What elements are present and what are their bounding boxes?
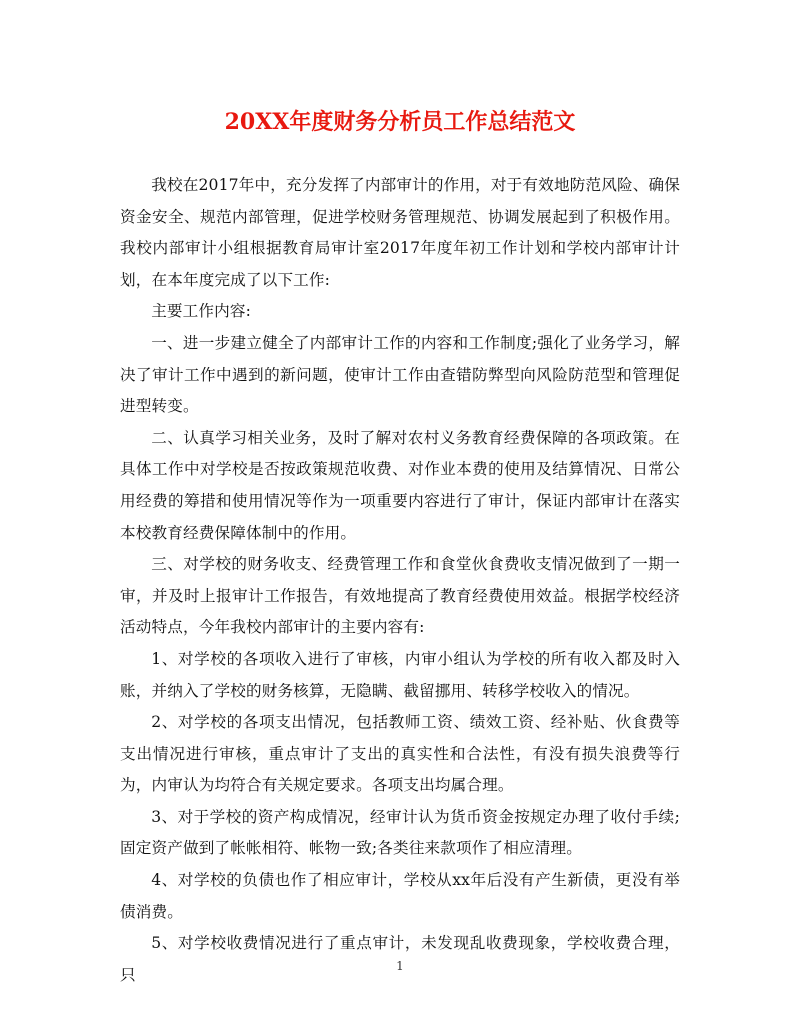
document-title: 20XX年度财务分析员工作总结范文 xyxy=(224,109,576,135)
paragraph-intro: 我校在2017年中，充分发挥了内部审计的作用，对于有效地防范风险、确保资金安全、规范内部管理，促进学校财务管理规范、协调发展起到了积极作用。我校内部审计小组根据教育局审计室2017年度年初工作计划和学校内部审计计划，在本年度完成了以下工作: xyxy=(120,176,680,289)
paragraph-sub-5: 5、对学校收费情况进行了重点审计，未发现乱收费现象，学校收费合理，只 xyxy=(120,934,680,984)
paragraph-sub-1: 1、对学校的各项收入进行了审核，内审小组认为学校的所有收入都及时入账，并纳入了学校的财务核算，无隐瞒、截留挪用、转移学校收入的情况。 xyxy=(120,649,680,700)
paragraph-main-content-heading: 主要工作内容: xyxy=(151,302,252,321)
paragraph-item-two: 二、认真学习相关业务，及时了解对农村义务教育经费保障的各项政策。在具体工作中对学校是否按政策规范收费、对作业本费的使用及结算情况、日常公用经费的筹措和使用情况等作为一项重要内容进行了审计，保证内部审计在落实本校教育经费保障体制中的作用。 xyxy=(120,428,680,542)
document-body xyxy=(120,170,680,991)
paragraph-item-one: 一、进一步建立健全了内部审计工作的内容和工作制度;强化了业务学习，解决了审计工作中遇到的新问题，使审计工作由查错防弊型向风险防范型和管理促进型转变。 xyxy=(120,333,680,416)
paragraph-sub-3: 3、对于学校的资产构成情况，经审计认为货币资金按规定办理了收付手续;固定资产做到了帐帐相符、帐物一致;各类往来款项作了相应清理。 xyxy=(120,807,680,858)
paragraph-sub-4: 4、对学校的负债也作了相应审计，学校从xx年后没有产生新债，更没有举债消费。 xyxy=(120,871,680,921)
page-number: 1 xyxy=(396,959,404,973)
paragraph-item-three: 三、对学校的财务收支、经费管理工作和食堂伙食费收支情况做到了一期一审，并及时上报审计工作报告，有效地提高了教育经费使用效益。根据学校经济活动特点，今年我校内部审计的主要内容有: xyxy=(120,555,680,637)
paragraph-sub-2: 2、对学校的各项支出情况，包括教师工资、绩效工资、经补贴、伙食费等支出情况进行审核，重点审计了支出的真实性和合法性，有没有损失浪费等行为，内审认为均符合有关规定要求。各项支出均属合理。 xyxy=(120,713,680,795)
